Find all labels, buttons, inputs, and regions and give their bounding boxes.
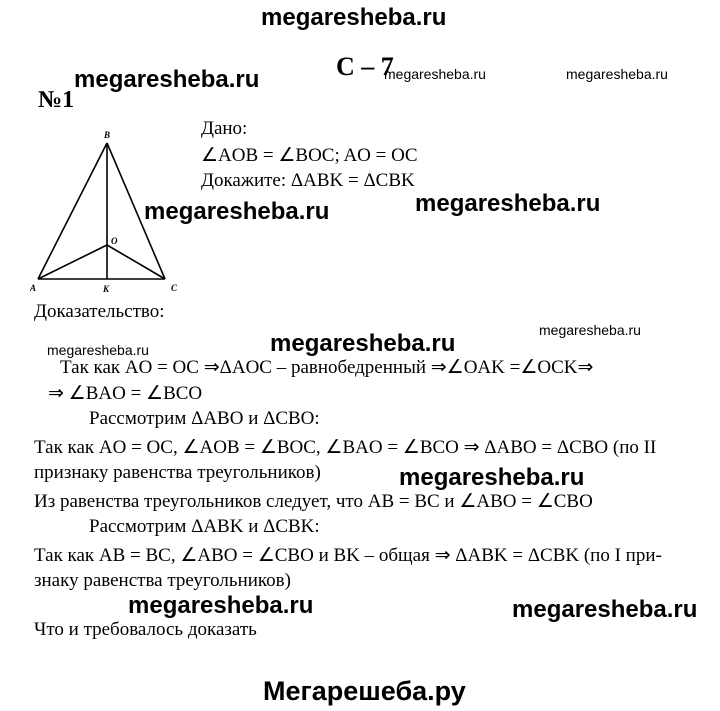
proof-line-5: признаку равенства треугольников) xyxy=(34,462,321,483)
watermark: megaresheba.ru xyxy=(270,330,456,357)
label-k: K xyxy=(103,284,110,294)
section-title: С – 7 xyxy=(336,52,394,81)
watermark: megaresheba.ru xyxy=(74,66,260,93)
label-b: B xyxy=(104,130,111,140)
problem-number: №1 xyxy=(38,87,75,113)
site-watermark-header: megaresheba.ru xyxy=(261,4,447,31)
proof-line-4: Так как AO = OC, ∠AOB = ∠BOC, ∠BAO = ∠BCO ⇒ ΔABO = ΔCBO (по II xyxy=(34,437,657,458)
given-line-1: ∠AOB = ∠BOC; AO = OC xyxy=(201,145,418,166)
watermark: megaresheba.ru xyxy=(415,190,601,217)
watermark: megaresheba.ru xyxy=(512,596,698,623)
watermark: megaresheba.ru xyxy=(566,66,668,82)
label-c: C xyxy=(171,283,178,293)
proof-line-8: Так как AB = BC, ∠ABO = ∠CBO и BK – общая ⇒ ΔABK = ΔCBK (по I при- xyxy=(34,545,662,566)
label-a: A xyxy=(30,283,37,293)
watermark: megaresheba.ru xyxy=(47,342,149,358)
given-line-2: Докажите: ΔABK = ΔCBK xyxy=(201,170,415,191)
watermark: megaresheba.ru xyxy=(384,66,486,82)
watermark: megaresheba.ru xyxy=(539,322,641,338)
watermark: megaresheba.ru xyxy=(128,592,314,619)
proof-line-9: знаку равенства треугольников) xyxy=(34,570,291,591)
given-heading: Дано: xyxy=(201,118,248,139)
side-ab xyxy=(38,143,107,279)
proof-line-6: Из равенства треугольников следует, что AB = BC и ∠ABO = ∠CBO xyxy=(34,491,593,512)
proof-line-1: Так как AO = OC ⇒ΔAOC – равнобедренный ⇒∠OAK =∠OCK⇒ xyxy=(60,357,594,378)
label-o: O xyxy=(111,236,118,246)
watermark: megaresheba.ru xyxy=(144,198,330,225)
watermark: megaresheba.ru xyxy=(399,464,585,491)
proof-heading: Доказательство: xyxy=(34,301,165,322)
proof-line-7: Рассмотрим ΔABK и ΔCBK: xyxy=(89,516,320,537)
footer-site-name: Мегарешеба.ру xyxy=(263,676,466,706)
proof-line-2: ⇒ ∠BAO = ∠BCO xyxy=(48,383,203,404)
segment-co xyxy=(107,245,165,279)
proof-conclusion: Что и требовалось доказать xyxy=(34,619,257,640)
proof-line-3: Рассмотрим ΔABO и ΔCBO: xyxy=(89,408,320,429)
segment-ao xyxy=(38,245,107,279)
